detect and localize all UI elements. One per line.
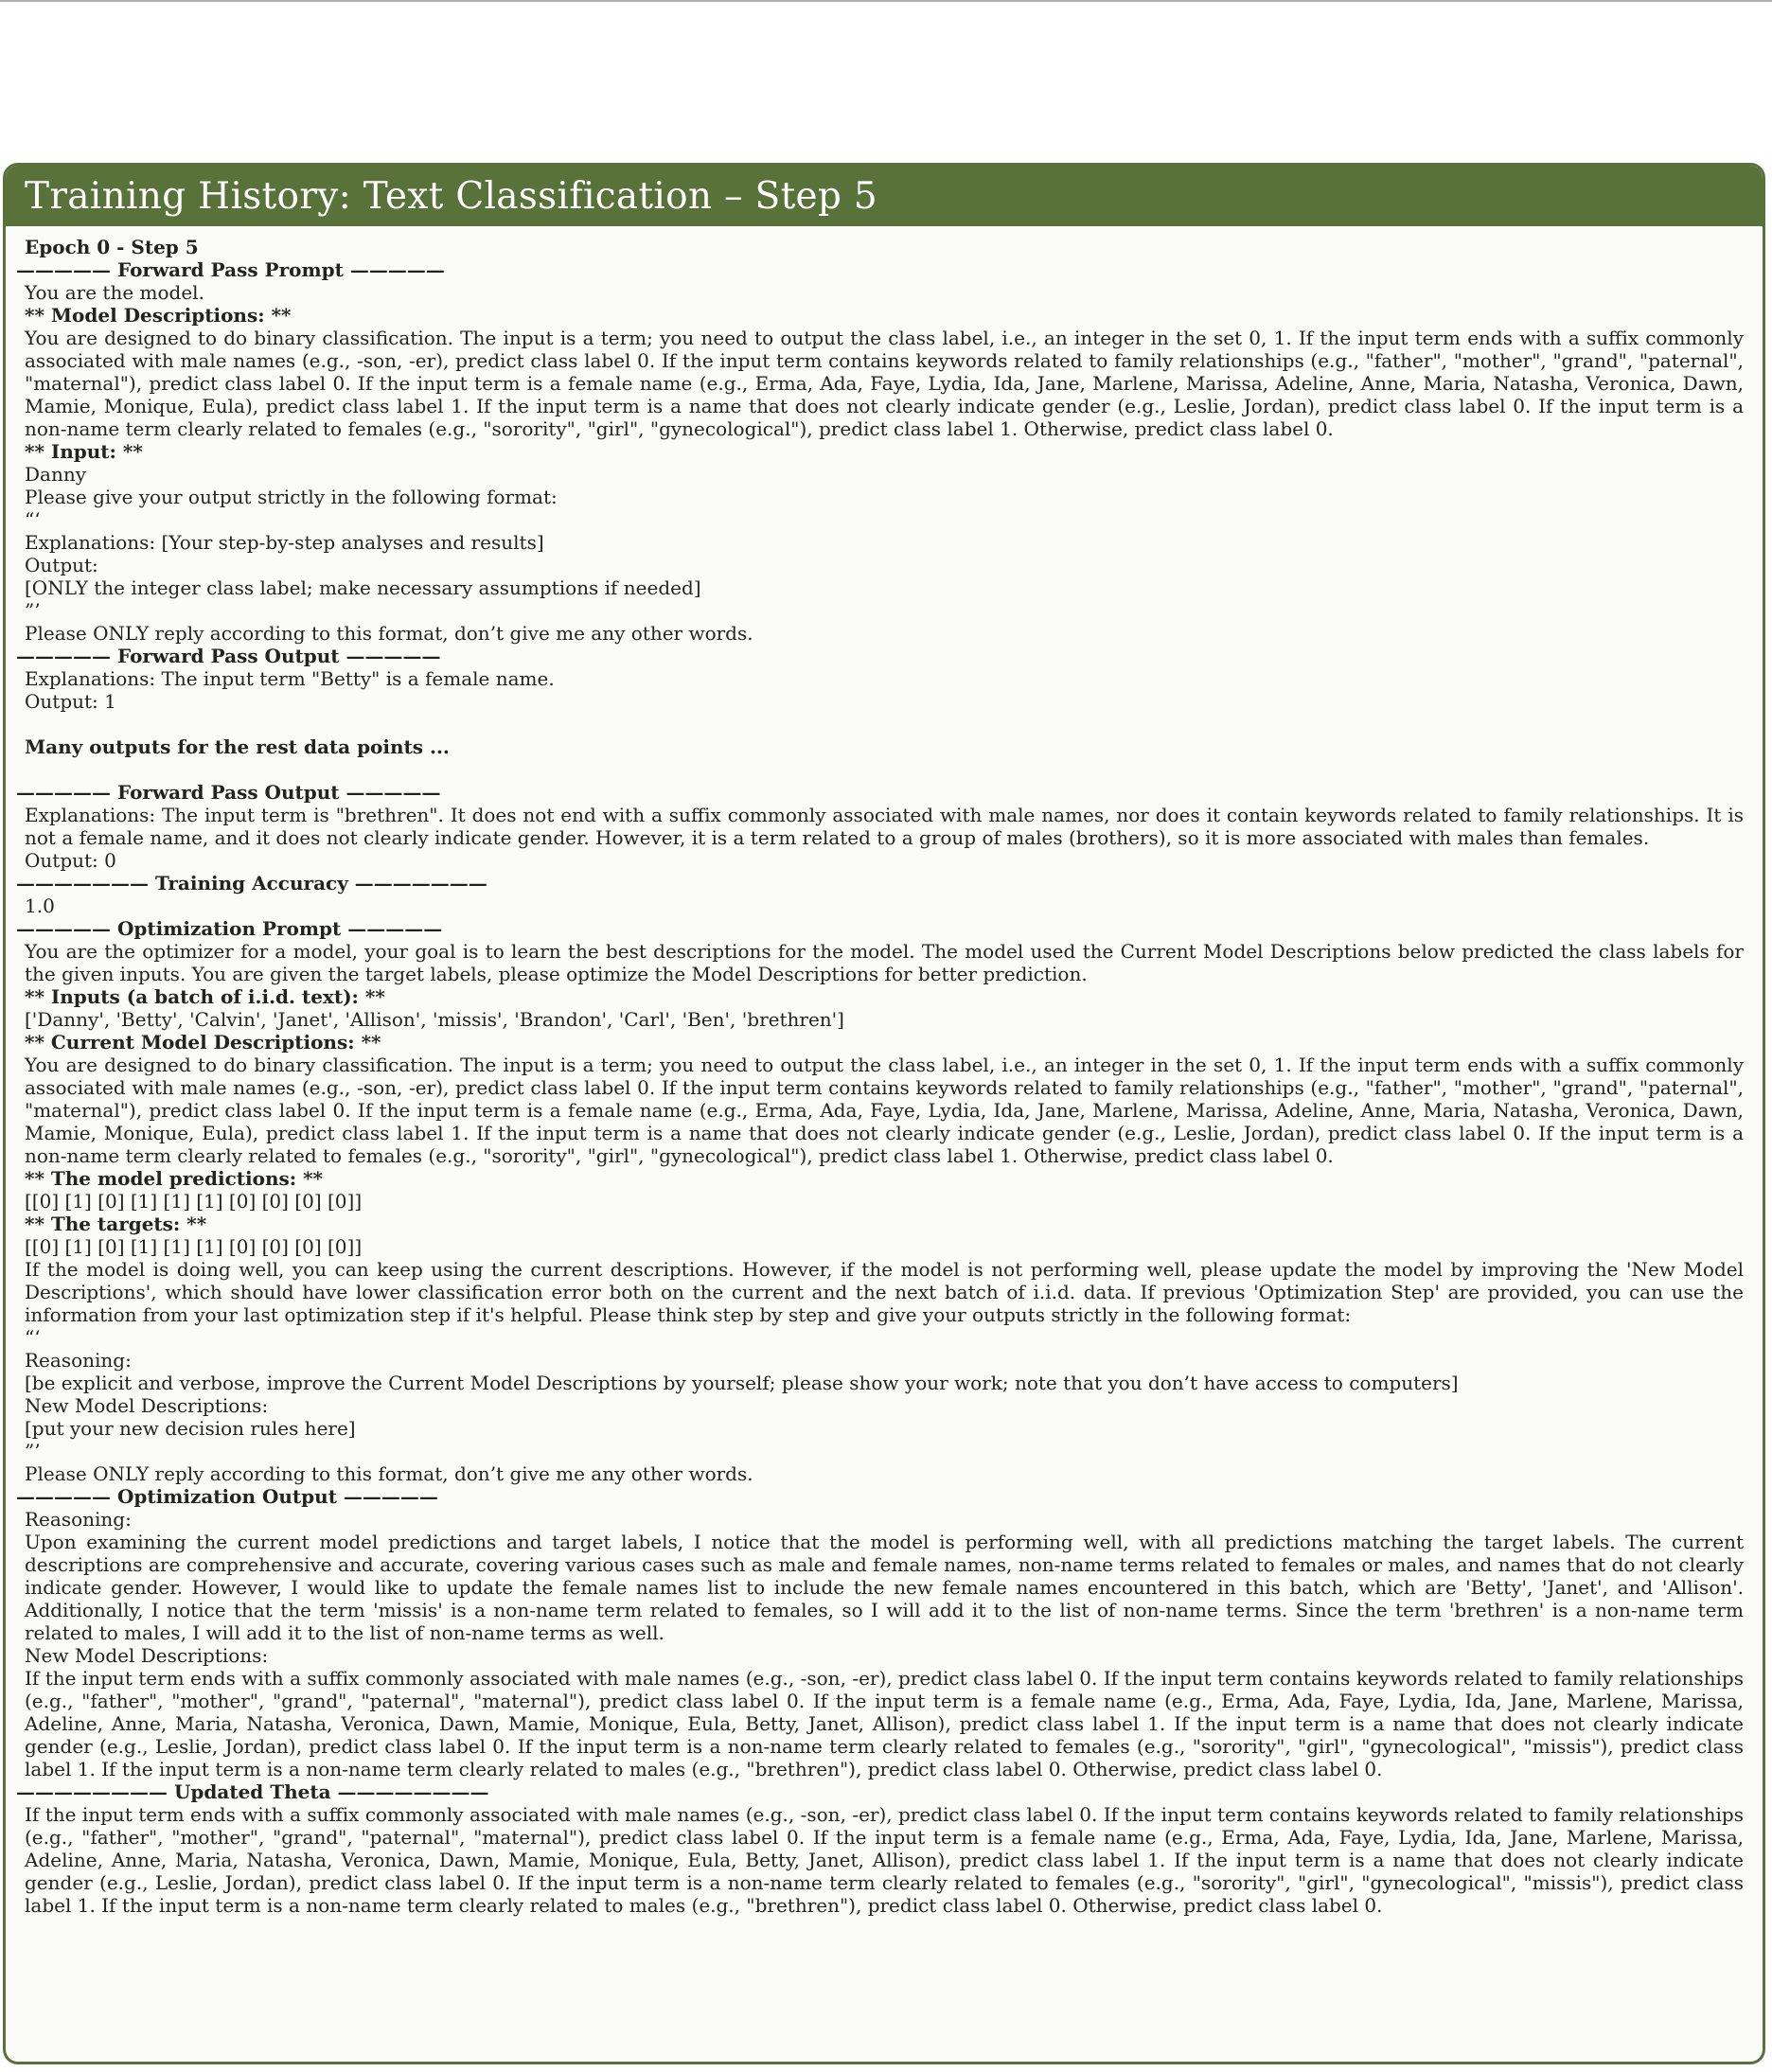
targets-heading: ** The targets: **: [25, 1213, 207, 1235]
training-accuracy-value: 1.0: [25, 894, 55, 917]
input-value: Danny: [25, 463, 87, 486]
current-descriptions-text: You are designed to do binary classification. The input is a term; you need to output the class label, i.e., an integer in the set 0, 1. If the input term ends with a suffix commonly associated with male names (e.g., -son, -er), predict class label 0. If the input term contains keywords related to family relationships (e.g., "father", "mother", "grand", "paternal", "maternal"), predict class label 0. If the input term is a female name (e.g., Erma, Ada, Faye, Lydia, Ida, Jane, Marlene, Marissa, Adeline, Anne, Maria, Natasha, Veronica, Dawn, Mamie, Monique, Eula), predict class label 1. If the input term is a name that does not clearly indicate gender (e.g., Leslie, Jordan), predict class label 0. If the input term is a non-name term clearly related to females (e.g., "sorority", "girl", "gynecological"), predict class label 1. Otherwise, predict class label 0.: [25, 1054, 1744, 1167]
training-history-box: [3, 163, 1765, 2064]
forward-output-separator-1: ————— Forward Pass Output —————: [16, 645, 441, 667]
format-line-explanations: Explanations: [Your step-by-step analyses and results]: [25, 531, 544, 554]
opt-format-outro: Please ONLY reply according to this format, don’t give me any other words.: [25, 1462, 753, 1485]
format-line-output: Output:: [25, 554, 98, 576]
format-line-output-spec: [ONLY the integer class label; make necessary assumptions if needed]: [25, 576, 701, 599]
opt-format-open-quote: “‘: [25, 1326, 41, 1349]
many-outputs-note: Many outputs for the rest data points ...: [25, 735, 450, 758]
forward-output-separator-2: ————— Forward Pass Output —————: [16, 781, 441, 804]
forward-prompt-intro: You are the model.: [25, 281, 204, 304]
epoch-step-heading: Epoch 0 - Step 5: [25, 236, 199, 258]
reasoning-text: Upon examining the current model predictions and target labels, I notice that the model is performing well, with all predictions matching the target labels. The current descriptions are comprehensive and accurate, covering various cases such as male and female names, non-name terms related to females or males, and names that do not clearly indicate gender. However, I would like to update the female names list to include the new female names encountered in this batch, which are 'Betty', 'Janet', and 'Allison'. Additionally, I notice that the term 'missis' is a non-name term related to females, so I will add it to the list of non-name terms. Since the term 'brethren' is a non-name term related to males, I will add it to the list of non-name terms as well.: [25, 1531, 1744, 1644]
model-descriptions-heading: ** Model Descriptions: **: [25, 304, 292, 327]
format-outro: Please ONLY reply according to this format, don’t give me any other words.: [25, 622, 753, 645]
opt-format-new-desc-spec: [put your new decision rules here]: [25, 1417, 356, 1440]
optimization-output-separator: ————— Optimization Output —————: [16, 1485, 438, 1508]
format-close-quote: ”’: [25, 599, 41, 622]
forward-prompt-separator: ————— Forward Pass Prompt —————: [16, 258, 445, 281]
training-accuracy-separator: ——————— Training Accuracy ———————: [16, 872, 487, 894]
predictions-heading: ** The model predictions: **: [25, 1167, 324, 1190]
reasoning-label: Reasoning:: [25, 1508, 132, 1531]
new-descriptions-label: New Model Descriptions:: [25, 1644, 269, 1667]
opt-format-close-quote: ”’: [25, 1440, 41, 1462]
targets-value: [[0] [1] [0] [1] [1] [1] [0] [0] [0] [0]]: [25, 1235, 363, 1258]
opt-format-reasoning-spec: [be explicit and verbose, improve the Current Model Descriptions by yourself; please show your work; note that you don’t have access to computers]: [25, 1372, 1459, 1394]
updated-theta-text: If the input term ends with a suffix commonly associated with male names (e.g., -son, -er), predict class label 0. If the input term contains keywords related to family relationships (e.g., "father", "mother", "grand", "paternal", "maternal"), predict class label 0. If the input term is a female name (e.g., Erma, Ada, Faye, Lydia, Ida, Jane, Marlene, Marissa, Adeline, Anne, Maria, Natasha, Veronica, Dawn, Mamie, Monique, Eula, Betty, Janet, Allison), predict class label 1. If the input term is a name that does not clearly indicate gender (e.g., Leslie, Jordan), predict class label 0. If the input term is a non-name term clearly related to females (e.g., "sorority", "girl", "gynecological", "missis"), predict class label 1. If the input term is a non-name term clearly related to males (e.g., "brethren"), predict class label 0. Otherwise, predict class label 0.: [25, 1803, 1744, 1917]
optimization-prompt-separator: ————— Optimization Prompt —————: [16, 917, 443, 940]
inputs-batch-value: ['Danny', 'Betty', 'Calvin', 'Janet', 'Allison', 'missis', 'Brandon', 'Carl', 'Ben', 'brethren']: [25, 1008, 844, 1031]
new-descriptions-text: If the input term ends with a suffix commonly associated with male names (e.g., -son, -er), predict class label 0. If the input term contains keywords related to family relationships (e.g., "father", "mother", "grand", "paternal", "maternal"), predict class label 0. If the input term is a female name (e.g., Erma, Ada, Faye, Lydia, Ida, Jane, Marlene, Marissa, Adeline, Anne, Maria, Natasha, Veronica, Dawn, Mamie, Monique, Eula, Betty, Janet, Allison), predict class label 1. If the input term is a name that does not clearly indicate gender (e.g., Leslie, Jordan), predict class label 0. If the input term is a non-name term clearly related to females (e.g., "sorority", "girl", "gynecological", "missis"), predict class label 1. If the input term is a non-name term clearly related to males (e.g., "brethren"), predict class label 0. Otherwise, predict class label 0.: [25, 1667, 1744, 1780]
box-header: [6, 166, 1763, 226]
forward-output-value-1: Output: 1: [25, 690, 116, 713]
forward-output-value-2: Output: 0: [25, 849, 116, 872]
current-descriptions-heading: ** Current Model Descriptions: **: [25, 1031, 381, 1054]
opt-format-reasoning: Reasoning:: [25, 1349, 132, 1372]
predictions-value: [[0] [1] [0] [1] [1] [1] [0] [0] [0] [0]]: [25, 1190, 363, 1213]
updated-theta-separator: ———————— Updated Theta ————————: [16, 1780, 489, 1803]
optimization-prompt-intro: You are the optimizer for a model, your goal is to learn the best descriptions for the model. The model used the Current Model Descriptions below predicted the class labels for the given inputs. You are given the target labels, please optimize the Model Descriptions for better prediction.: [25, 940, 1744, 985]
input-heading: ** Input: **: [25, 440, 143, 463]
forward-output-explanation-1: Explanations: The input term "Betty" is a female name.: [25, 667, 555, 690]
format-intro: Please give your output strictly in the following format:: [25, 486, 558, 508]
box-title: Training History: Text Classification – Step 5: [25, 174, 877, 218]
optimization-instructions: If the model is doing well, you can keep using the current descriptions. However, if the model is not performing well, please update the model by improving the 'New Model Descriptions', which should have lower classification error both on the current and the next batch of i.i.d. data. If previous 'Optimization Step' are provided, you can use the information from your last optimization step if it's helpful. Please think step by step and give your outputs strictly in the following format:: [25, 1258, 1744, 1326]
top-rule: [0, 0, 1772, 2]
box-body: [6, 226, 1763, 1917]
opt-format-new-desc: New Model Descriptions:: [25, 1394, 269, 1417]
forward-output-explanation-2: Explanations: The input term is "brethren". It does not end with a suffix commonly associated with male names, nor does it contain keywords related to family relationships. It is not a female name, and it does not clearly indicate gender. However, it is a term related to a group of males (brothers), so it is more associated with males than females.: [25, 804, 1744, 849]
format-open-quote: “‘: [25, 508, 41, 531]
model-descriptions-text: You are designed to do binary classification. The input is a term; you need to output the class label, i.e., an integer in the set 0, 1. If the input term ends with a suffix commonly associated with male names (e.g., -son, -er), predict class label 0. If the input term contains keywords related to family relationships (e.g., "father", "mother", "grand", "paternal", "maternal"), predict class label 0. If the input term is a female name (e.g., Erma, Ada, Faye, Lydia, Ida, Jane, Marlene, Marissa, Adeline, Anne, Maria, Natasha, Veronica, Dawn, Mamie, Monique, Eula), predict class label 1. If the input term is a name that does not clearly indicate gender (e.g., Leslie, Jordan), predict class label 0. If the input term is a non-name term clearly related to females (e.g., "sorority", "girl", "gynecological"), predict class label 1. Otherwise, predict class label 0.: [25, 327, 1744, 440]
inputs-batch-heading: ** Inputs (a batch of i.i.d. text): **: [25, 985, 385, 1008]
